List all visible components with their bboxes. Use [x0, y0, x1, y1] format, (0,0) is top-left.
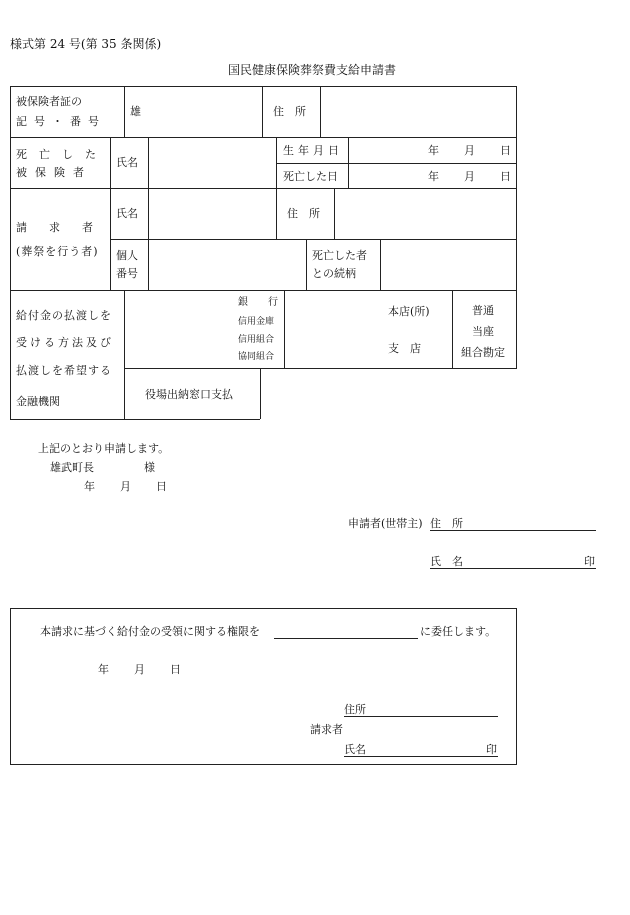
- applicant-label-line1: 請求者: [16, 221, 115, 234]
- relation-label-line1: 死亡した者: [312, 249, 367, 262]
- account-type-ordinary: 普通: [472, 304, 494, 317]
- insured-address-label: 住 所: [273, 105, 306, 118]
- relation-field[interactable]: [384, 243, 512, 287]
- bank-type-shinkin: 信用金庫: [238, 317, 275, 327]
- applicant-name-field[interactable]: [152, 192, 272, 236]
- signature-address-line[interactable]: [430, 530, 596, 531]
- delegation-name-label: 氏名: [344, 743, 366, 756]
- deceased-name-label: 氏名: [116, 156, 138, 169]
- mynumber-label-line1: 個人: [116, 249, 138, 262]
- applicant-householder-label: 申請者(世帯主): [348, 517, 423, 530]
- account-type-current: 当座: [472, 325, 494, 338]
- applicant-address-label: 住 所: [287, 207, 320, 220]
- signature-name-label: 氏 名: [430, 555, 463, 568]
- applicant-name-label: 氏名: [116, 207, 138, 220]
- payment-label-line3: 払渡しを希望する: [16, 364, 112, 377]
- form-id: 様式第 24 号(第 35 条関係): [10, 37, 162, 51]
- insured-card-label-line2: 記号・番号: [16, 115, 106, 128]
- declaration-day: 日: [156, 480, 167, 493]
- birth-day: 日: [500, 144, 511, 157]
- mynumber-field[interactable]: [152, 243, 302, 287]
- payment-label-line2: 受ける方法及び: [16, 336, 114, 349]
- bank-type-bank: 銀 行: [238, 297, 278, 308]
- deceased-name-field[interactable]: [152, 141, 272, 185]
- main-branch-label: 本店(所): [388, 305, 430, 318]
- delegate-name-line[interactable]: [274, 638, 418, 639]
- payment-label-line4: 金融機関: [16, 395, 60, 408]
- delegation-address-line[interactable]: [344, 716, 498, 717]
- addressee-honorific: 様: [144, 461, 155, 474]
- deceased-birth-label: 生年月日: [283, 144, 343, 157]
- delegation-text-before: 本請求に基づく給付金の受領に関する権限を: [40, 625, 260, 638]
- delegation-claimant-label: 請求者: [310, 723, 343, 736]
- mynumber-label-line2: 番号: [116, 267, 138, 280]
- declaration-text: 上記のとおり申請します。: [38, 442, 170, 455]
- signature-name-line[interactable]: [430, 568, 596, 569]
- death-year: 年: [428, 170, 439, 183]
- birth-month: 月: [464, 144, 475, 157]
- addressee: 雄武町長: [50, 461, 94, 474]
- delegation-text-after: に委任します。: [420, 625, 497, 638]
- bank-type-kyodo: 協同組合: [238, 352, 275, 362]
- birth-year: 年: [428, 144, 439, 157]
- declaration-month: 月: [120, 480, 131, 493]
- form-title: 国民健康保険葬祭費支給申請書: [228, 63, 397, 77]
- declaration-year: 年: [84, 480, 95, 493]
- branch-label: 支 店: [388, 342, 421, 355]
- death-month: 月: [464, 170, 475, 183]
- insured-card-label-line1: 被保険者証の: [16, 95, 82, 108]
- applicant-label-line2: (葬祭を行う者): [16, 245, 99, 258]
- insured-card-prefix: 雄: [130, 105, 141, 118]
- delegation-name-line[interactable]: [344, 756, 498, 757]
- deceased-death-label: 死亡した日: [283, 170, 338, 183]
- deceased-label-line1: 死亡した: [16, 148, 108, 161]
- counter-payment-label: 役場出納窓口支払: [145, 388, 233, 401]
- death-day: 日: [500, 170, 511, 183]
- signature-address-label: 住 所: [430, 517, 463, 530]
- relation-label-line2: との続柄: [312, 267, 356, 280]
- payment-label-line1: 給付金の払渡しを: [16, 309, 112, 322]
- account-type-union: 組合勘定: [461, 346, 505, 359]
- delegation-seal: 印: [486, 743, 497, 756]
- insured-address-field[interactable]: [324, 90, 512, 134]
- delegation-address-label: 住所: [344, 703, 366, 716]
- signature-seal: 印: [584, 555, 595, 568]
- bank-type-shinkumi: 信用組合: [238, 335, 275, 345]
- delegation-year: 年: [98, 663, 109, 676]
- applicant-address-field[interactable]: [338, 192, 512, 236]
- deceased-label-line2: 被保険者: [16, 166, 92, 179]
- delegation-month: 月: [134, 663, 145, 676]
- delegation-day: 日: [170, 663, 181, 676]
